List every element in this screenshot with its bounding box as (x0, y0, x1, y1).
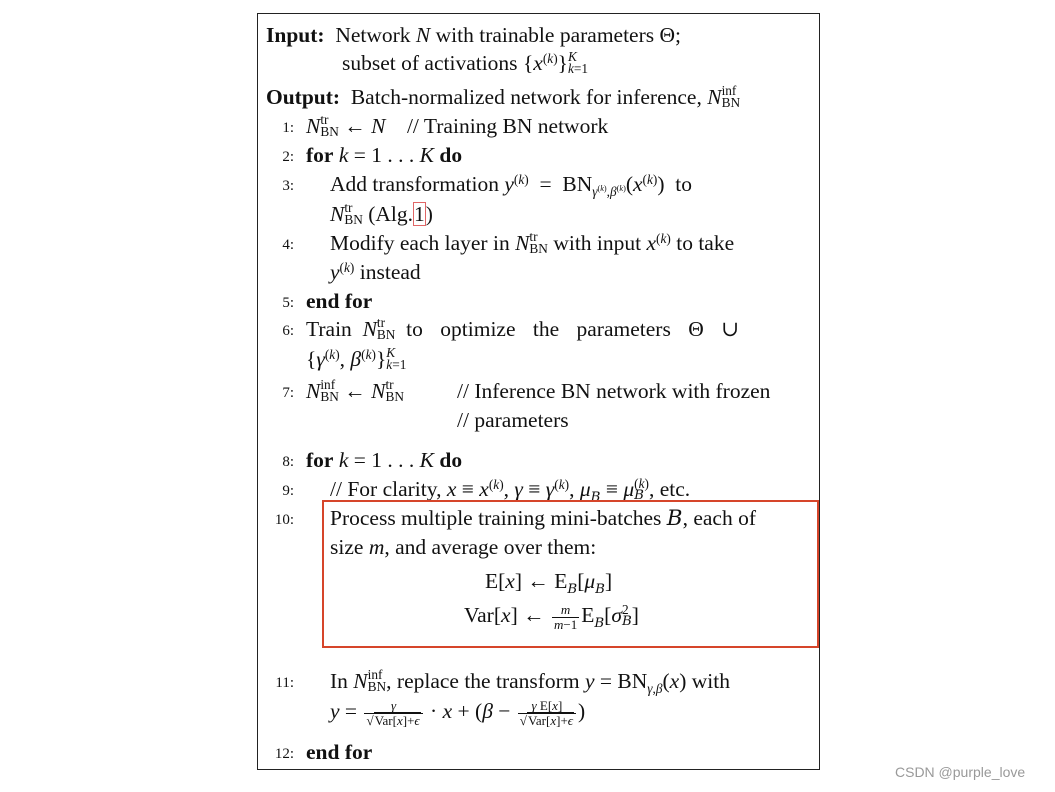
input-label: Input: (266, 23, 325, 47)
equation-variance: Var[x] ← $\frac{m}{m-1}$ $E_B[\sigma$ 2 B ] (464, 601, 639, 632)
watermark: CSDN @purple_love (895, 764, 1026, 780)
highlight-box (322, 500, 819, 648)
alg-reference-link[interactable]: 1 (414, 202, 425, 226)
output-label: Output: (266, 85, 341, 109)
equation-expectation: E[x] ← $E_B[\mu_B]$ (485, 569, 613, 597)
algorithm-box: Input: Network N with trainable parameters Θ; subset of activations $\{x^{(k)}\}$ K k=1 Output: Batch-normalized network for inference, N inf BN 1: N tr BN ← N // Training BN network 2: for k = 1 . . . K do 3: Add transformation $y^{(k)} = BN_{\gamma^{(k)},\beta^{(k)}}(x^{(k)})$ to N tr BN (Alg.1) 4: Modify each layer in N tr BN with input $x^{(k)}$ to take $y^{(k)}$ instead 5: end for 6: Train N tr BN to optimize the parameters Θ ∪ {$\gamma^{(k)}$, $\beta^{(k)}$} K k=1 7: N inf BN ← N tr BN // Inference BN network with frozen // parameters 8: for k = 1 . . . K do 9: // For clarity, $x \equiv x^{(k)}$, $\gamma \equiv \gamma^{(k)}$, $\mu_B \equiv \mu$ (k) B , etc. 10: Process multiple training mini-batches B, each of size m, and average over them: E[x] ← $E_B[\mu_B]$ Var[x] ← $\frac{m}{m-1}$ $E_B[\sigma$ 2 B ] 11: In N inf BN , replace the transform $y = BN_{\gamma,\beta}(x)$ with y = $\frac{\gamma}{\text{√Var[x]+ϵ}}$ · x + (β − $\frac{\text{γ E[x]}}{\text{√Var[x]+ϵ}}$ ) 12: end for (257, 13, 820, 770)
